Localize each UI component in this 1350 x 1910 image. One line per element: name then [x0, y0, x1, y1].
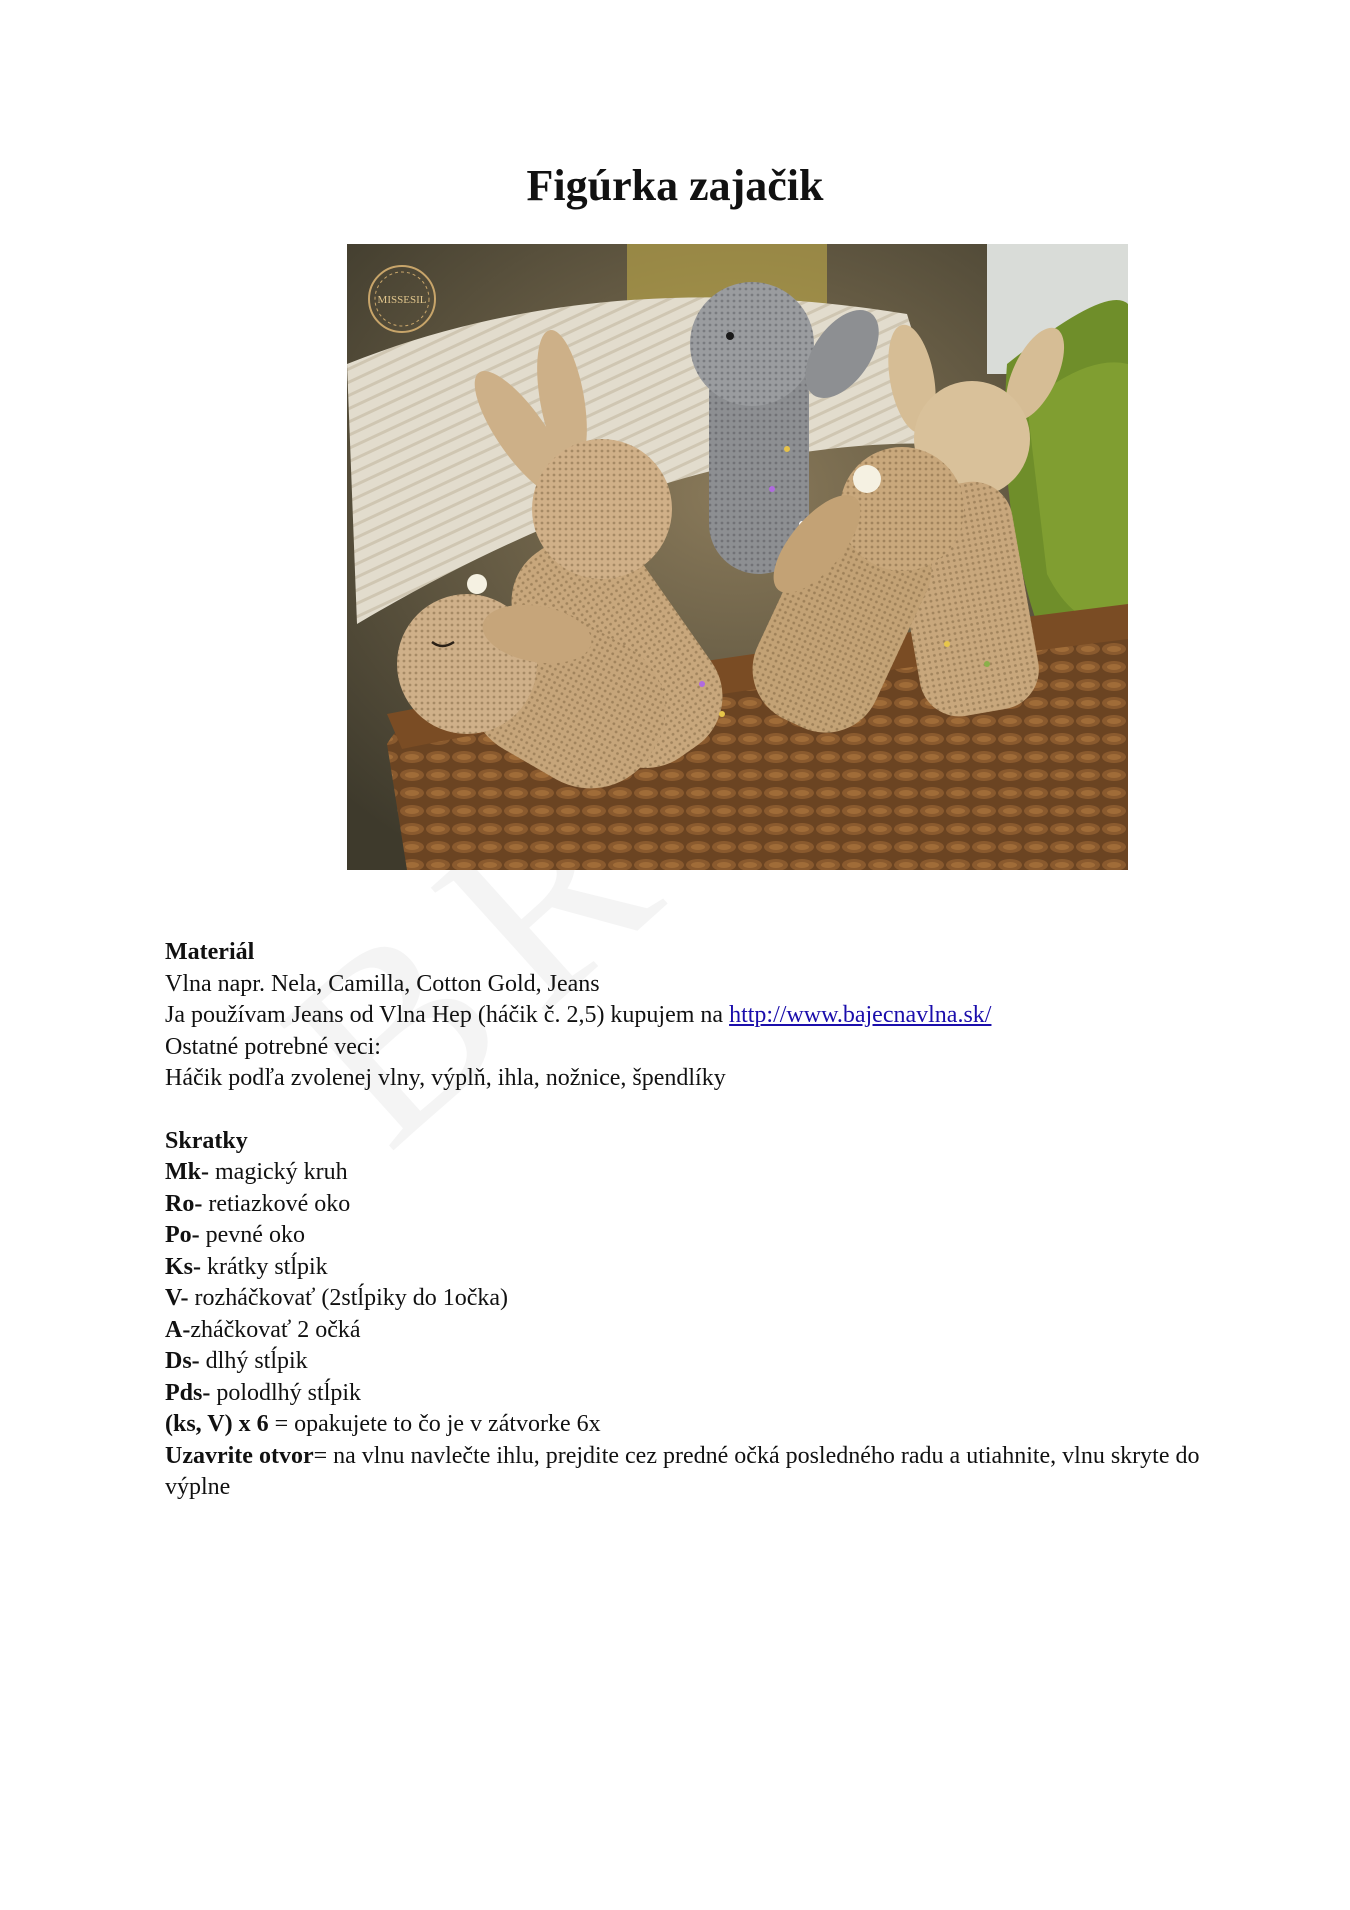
- abbreviation-term: A-: [165, 1316, 191, 1343]
- abbreviation-description: polodlhý stĺpik: [210, 1379, 362, 1406]
- logo-text: MISSESIL: [377, 294, 427, 306]
- material-heading: Materiál: [165, 939, 255, 965]
- abbreviation-description: = opakujete to čo je v zátvorke 6x: [268, 1411, 601, 1437]
- material-line-2-text: Ja používam Jeans od Vlna Hep (háčik č. 2,5) kupujem na: [165, 1002, 730, 1028]
- abbreviation-description: pevné oko: [199, 1222, 305, 1248]
- abbreviation-term: (ks, V) x 6: [165, 1411, 269, 1437]
- abbreviation-description: = na vlnu navlečte ihlu, prejdite cez predné očká posledného radu a utiahnite, vlnu skryte do výplne: [165, 1442, 1200, 1500]
- abbreviation-item: [165, 1157, 1205, 1189]
- abbreviation-item: [165, 1346, 1205, 1378]
- abbreviation-term: Pds-: [165, 1379, 211, 1406]
- abbreviation-item: [165, 1315, 1205, 1347]
- abbreviation-item: [165, 1283, 1205, 1315]
- abbreviations-list: [165, 1157, 1205, 1504]
- material-line-4: Háčik podľa zvolenej vlny, výplň, ihla, nožnice, špendlíky: [165, 1065, 726, 1091]
- abbreviation-term: Mk-: [165, 1159, 209, 1185]
- abbreviation-description: magický kruh: [209, 1159, 348, 1185]
- shop-link[interactable]: http://www.bajecnavlna.sk/: [729, 1002, 992, 1028]
- document-body: [165, 937, 1205, 1504]
- material-line-1: Vlna napr. Nela, Camilla, Cotton Gold, Jeans: [165, 970, 600, 997]
- abbreviation-term: Uzavrite otvor: [165, 1442, 314, 1469]
- abbreviation-item: [165, 1378, 1205, 1410]
- abbreviation-item: [165, 1189, 1205, 1221]
- abbreviation-term: Po-: [165, 1222, 200, 1248]
- abbreviation-item: [165, 1252, 1205, 1284]
- abbreviation-description: dlhý stĺpik: [199, 1348, 308, 1374]
- abbreviation-description: rozháčkovať (2stĺpiky do 1očka): [188, 1285, 509, 1311]
- abbreviation-term: Ks-: [165, 1253, 201, 1280]
- abbreviation-item: [165, 1220, 1205, 1252]
- abbreviation-description: zháčkovať 2 očká: [190, 1316, 361, 1343]
- abbreviation-term: Ro-: [165, 1190, 203, 1217]
- abbreviation-item: [165, 1409, 1205, 1441]
- abbreviation-term: V-: [165, 1285, 189, 1311]
- abbreviation-description: krátky stĺpik: [201, 1253, 328, 1280]
- crochet-bunnies-photo: [347, 244, 1128, 870]
- material-line-2: [165, 1000, 1205, 1032]
- abbreviations-heading: Skratky: [165, 1127, 248, 1154]
- abbreviation-description: retiazkové oko: [202, 1190, 351, 1217]
- abbreviation-term: Ds-: [165, 1348, 200, 1374]
- material-line-3: Ostatné potrebné veci:: [165, 1033, 381, 1060]
- page-title: Figúrka zajačik: [526, 161, 824, 210]
- abbreviation-item: [165, 1441, 1205, 1504]
